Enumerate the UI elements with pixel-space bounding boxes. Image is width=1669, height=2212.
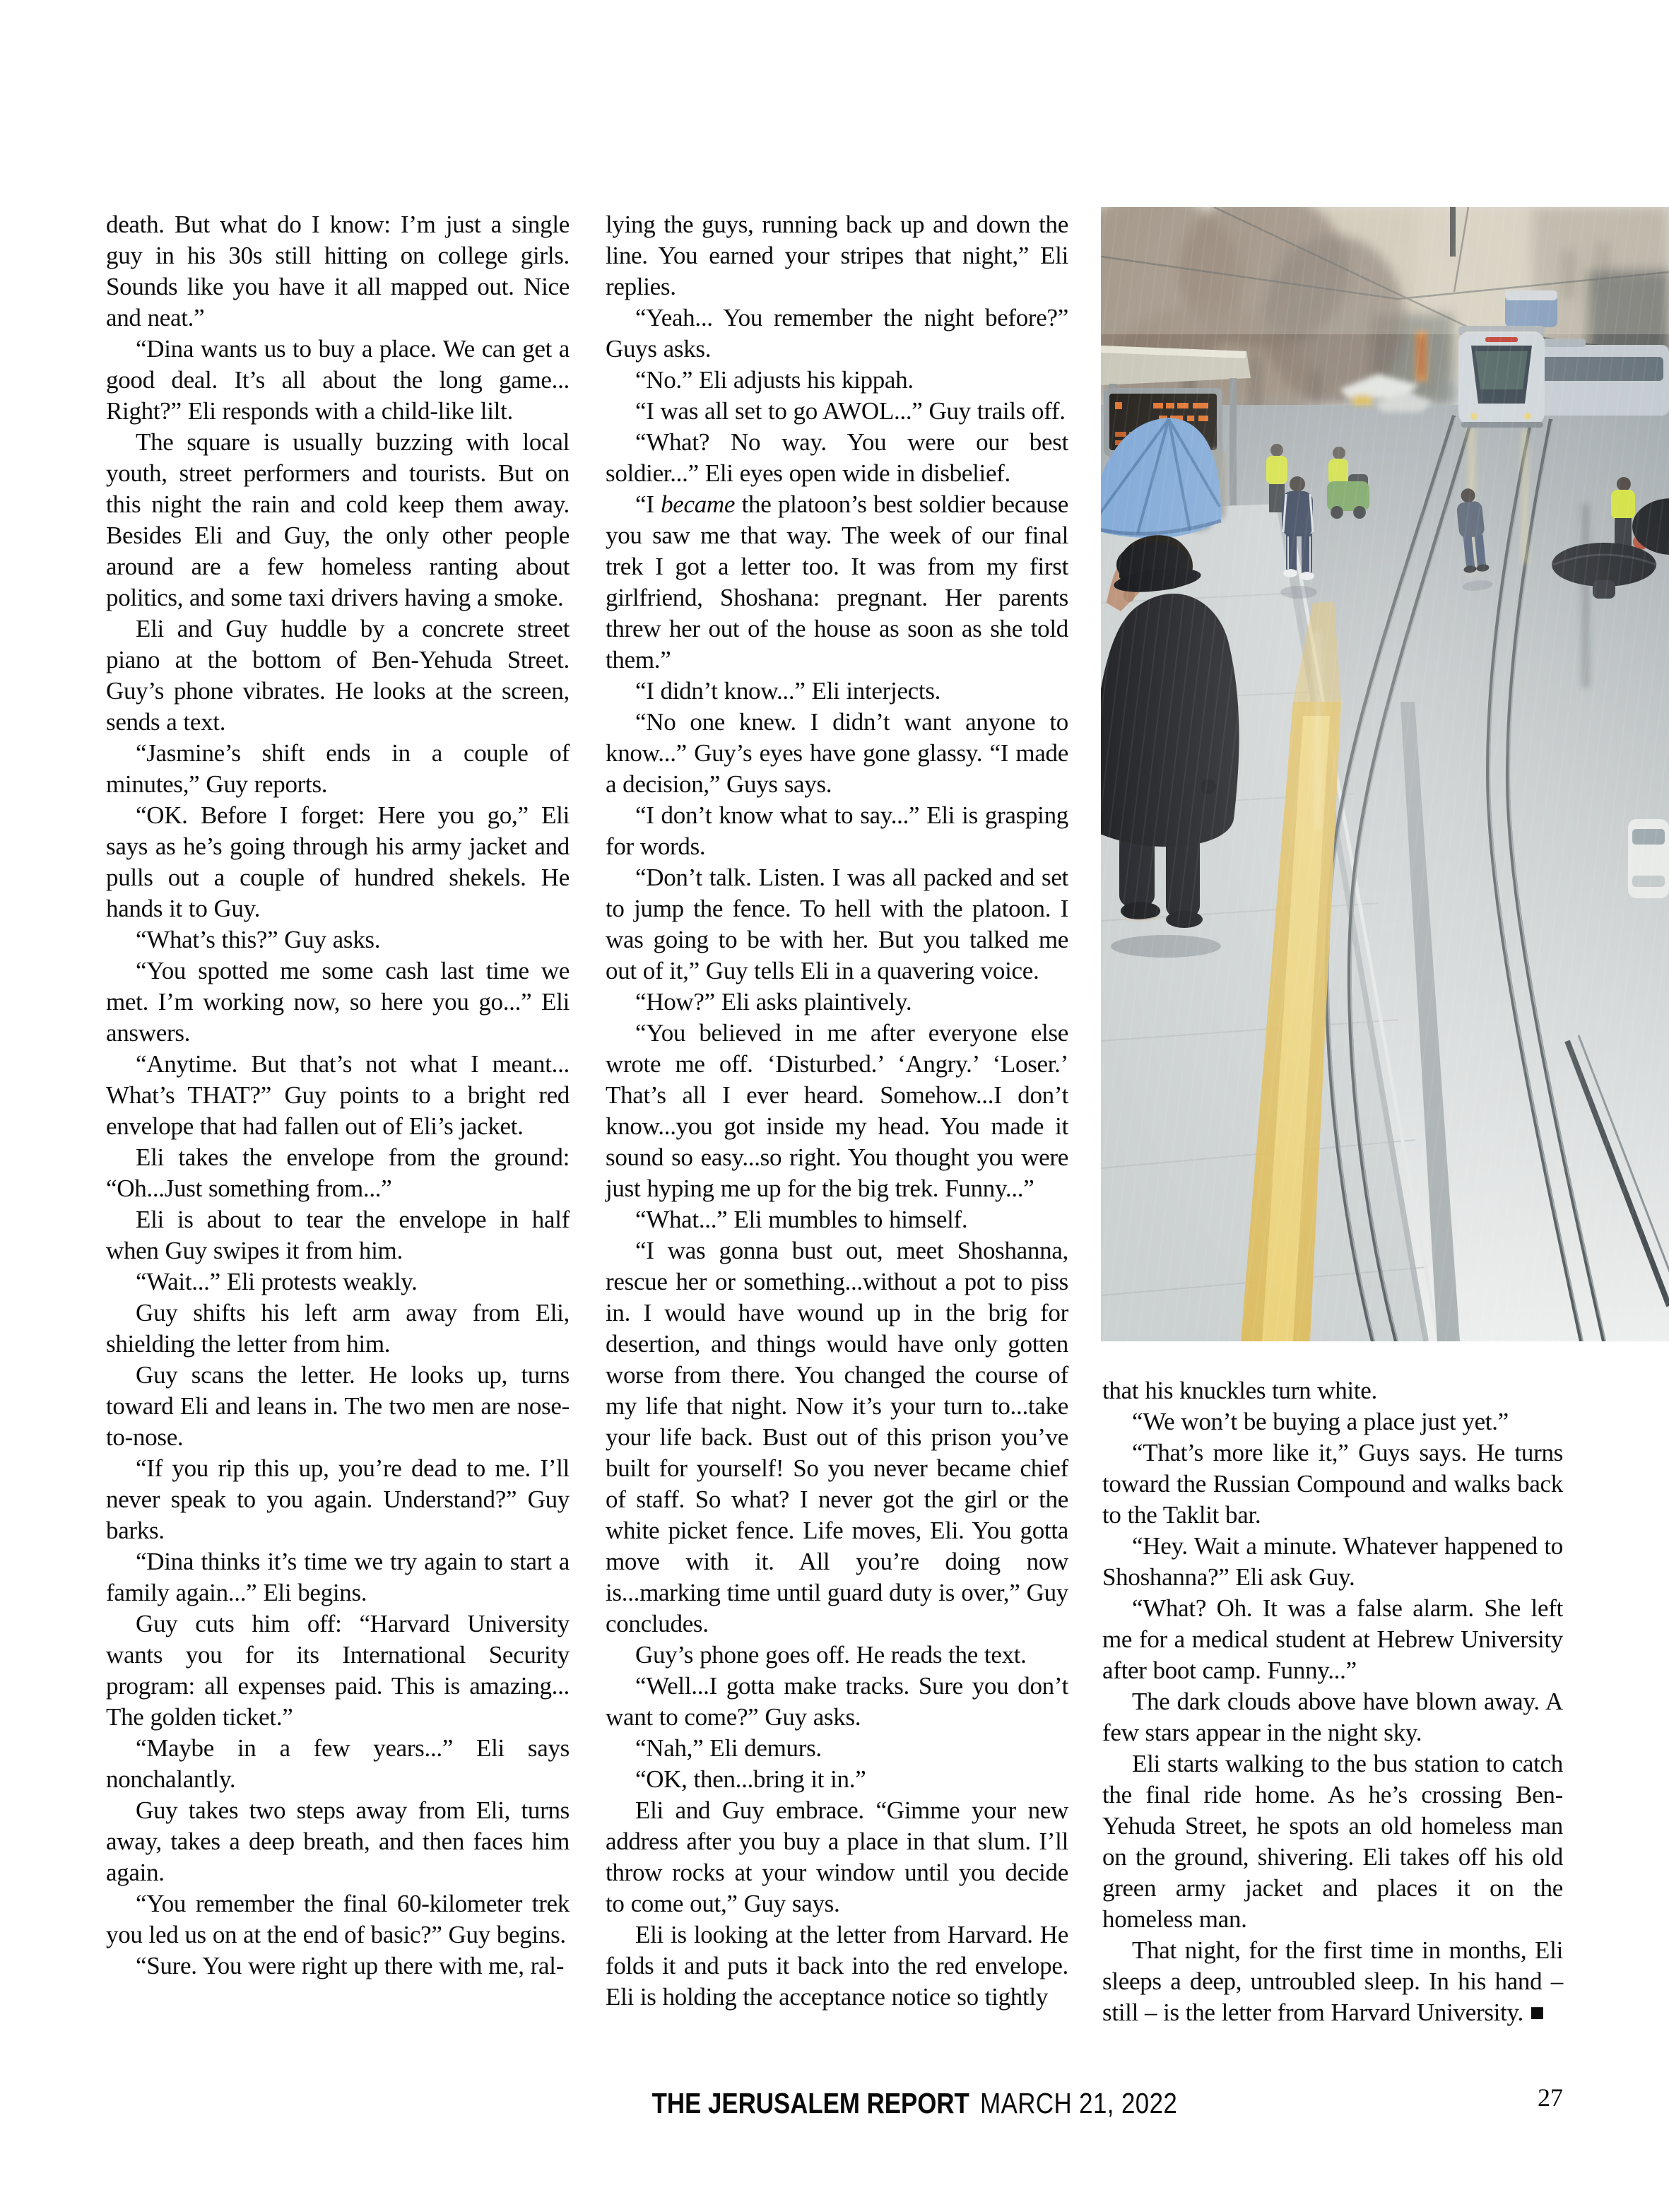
paragraph: death. But what do I know: I’m just a single guy in his 30s still hitting on college girls. Sounds like you have it all mapped out. Nice and neat.” (106, 211, 570, 331)
paragraph: “That’s more like it,” Guys says. He turns toward the Russian Compound and walks back to the Taklit bar. (1102, 1439, 1563, 1529)
paragraph: The square is usually buzzing with local youth, street performers and tourists. But on this night the rain and cold keep them away. Besides Eli and Guy, the only other people around are a few homeless ranting about politics, and some taxi drivers having a smoke. (106, 428, 570, 611)
paragraph: “How?” Eli asks plaintively. (635, 988, 912, 1016)
paragraph: That night, for the first time in months, Eli sleeps a deep, untroubled sleep. In his hand – still – is the letter from Harvard University. ■ (1102, 1936, 1563, 2026)
paragraph: Eli is about to tear the envelope in half when Guy swipes it from him. (106, 1206, 570, 1264)
paragraph: that his knuckles turn white. (1102, 1377, 1377, 1404)
paragraph: The dark clouds above have blown away. A few stars appear in the night sky. (1102, 1688, 1563, 1746)
paragraph: Eli is looking at the letter from Harvard. He folds it and puts it back into the red envelope. Eli is holding the acceptance notice so tightly (606, 1921, 1068, 2011)
paragraph: “Dina thinks it’s time we try again to start a family again...” Eli begins. (106, 1548, 570, 1606)
top-haze (1101, 207, 1669, 334)
paragraph: “OK. Before I forget: Here you go,” Eli says as he’s going through his army jacket and pulls out a couple of hundred shekels. He hands it to Guy. (106, 801, 570, 922)
paragraph: “OK, then...bring it in.” (635, 1765, 866, 1793)
paragraph: Eli starts walking to the bus station to catch the final ride home. As he’s crossing Ben-Yehuda Street, he spots an old homeless man on the ground, shivering. Eli takes off his old green army jacket and places it on the homeless man. (1102, 1750, 1563, 1933)
paragraph: “No.” Eli adjusts his kippah. (635, 366, 914, 394)
publication-name: THE JERUSALEM REPORT (651, 2087, 969, 2119)
paragraph: “Nah,” Eli demurs. (635, 1734, 822, 1762)
paragraph: “If you rip this up, you’re dead to me. I’ll never speak to you again. Understand?” Guy barks. (106, 1454, 570, 1544)
paragraph: “Jasmine’s shift ends in a couple of minutes,” Guy reports. (106, 739, 570, 798)
paragraph: “Dina wants us to buy a place. We can get a good deal. It’s all about the long game... Right?” Eli responds with a child-like lilt. (106, 335, 570, 425)
paragraph: “I was gonna bust out, meet Shoshanna, rescue her or something...without a pot to piss in. I would have wound up in the brig for desertion, and things would have only gotten worse from there. You changed the course of my life that night. Now it’s your turn to...take your life back. Bust out of this prison you’ve built for yourself! So you never became chief of staff. So what? I never got the girl or the white picket fence. Life moves, Eli. You gotta move with it. All you’re doing now is...marking time until guard duty is over,” Guy concludes. (606, 1237, 1068, 1637)
paragraph: “I became the platoon’s best soldier because you saw me that way. The week of our final trek I got a letter too. It was from my first girlfriend, Shoshana: pregnant. Her parents threw her out of the house as soon as she told them.” (606, 490, 1068, 673)
paragraph: Guy cuts him off: “Harvard University wants you for its International Security program: all expenses paid. This is amazing... The golden ticket.” (106, 1610, 570, 1731)
paragraph: “What? Oh. It was a false alarm. She left me for a medical student at Hebrew University after boot camp. Funny...” (1102, 1594, 1563, 1684)
paragraph: “Sure. You were right up there with me, ral- (136, 1952, 565, 1979)
issue-date: MARCH 21, 2022 (980, 2087, 1178, 2119)
text-column-2 (606, 209, 1068, 2013)
paragraph: Guy’s phone goes off. He reads the text. (635, 1641, 1027, 1669)
paragraph: “Yeah... You remember the night before?” Guys asks. (606, 304, 1068, 363)
paragraph: “You spotted me some cash last time we met. I’m working now, so here you go...” Eli answers. (106, 957, 570, 1047)
paragraph: “You believed in me after everyone else wrote me off. ‘Disturbed.’ ‘Angry.’ ‘Loser.’ That’s all I ever heard. Somehow...I don’t know...you got inside my head. You made it sound so easy...so right. You thought you were just hyping me up for the big trek. Funny...” (606, 1019, 1068, 1202)
paragraph: “We won’t be buying a place just yet.” (1132, 1408, 1509, 1435)
street-photo (1101, 207, 1669, 1341)
rain-overlay (1101, 207, 1669, 1341)
paragraph: “I was all set to go AWOL...” Guy trails off. (635, 397, 1066, 425)
paragraph: lying the guys, running back up and down the line. You earned your stripes that night,” Eli replies. (606, 211, 1068, 300)
paragraph: “What? No way. You were our best soldier...” Eli eyes open wide in disbelief. (606, 428, 1068, 487)
paragraph: Eli and Guy embrace. “Gimme your new address after you buy a place in that slum. I’ll throw rocks at your window until you decide to come out,” Guy says. (606, 1796, 1068, 1917)
paragraph: “Don’t talk. Listen. I was all packed and set to jump the fence. To hell with the platoon. I was going to be with her. But you talked me out of it,” Guy tells Eli in a quavering voice. (606, 864, 1068, 984)
paragraph: “What’s this?” Guy asks. (136, 926, 381, 953)
paragraph: “What...” Eli mumbles to himself. (635, 1206, 968, 1233)
paragraph: Eli and Guy huddle by a concrete street piano at the bottom of Ben-Yehuda Street. Guy’s phone vibrates. He looks at the screen, sends a text. (106, 615, 570, 736)
paragraph: “Well...I gotta make tracks. Sure you don’t want to come?” Guy asks. (606, 1672, 1068, 1731)
paragraph: Guy scans the letter. He looks up, turns toward Eli and leans in. The two men are nose-to-nose. (106, 1361, 570, 1451)
footer (606, 2087, 1178, 2119)
paragraph: “No one knew. I didn’t want anyone to know...” Guy’s eyes have gone glassy. “I made a decision,” Guys says. (606, 708, 1068, 798)
paragraph: “Wait...” Eli protests weakly. (136, 1268, 418, 1295)
text-column-3 (1102, 1375, 1563, 2028)
paragraph: “I didn’t know...” Eli interjects. (635, 677, 941, 705)
paragraph: “Maybe in a few years...” Eli says nonchalantly. (106, 1734, 570, 1793)
paragraph: Eli takes the envelope from the ground: “Oh...Just something from...” (106, 1143, 570, 1202)
paragraph: “Anytime. But that’s not what I meant... What’s THAT?” Guy points to a bright red envelope that had fallen out of Eli’s jacket. (106, 1050, 570, 1140)
text-column-1 (106, 209, 570, 1982)
paragraph: Guy shifts his left arm away from Eli, shielding the letter from him. (106, 1299, 570, 1358)
paragraph: Guy takes two steps away from Eli, turns away, takes a deep breath, and then faces him again. (106, 1796, 570, 1886)
paragraph: “Hey. Wait a minute. Whatever happened to Shoshanna?” Eli ask Guy. (1102, 1532, 1563, 1591)
paragraph: “I don’t know what to say...” Eli is grasping for words. (606, 801, 1068, 860)
page-number: 27 (1538, 2083, 1563, 2112)
paragraph: “You remember the final 60-kilometer trek you led us on at the end of basic?” Guy begins. (106, 1890, 570, 1948)
